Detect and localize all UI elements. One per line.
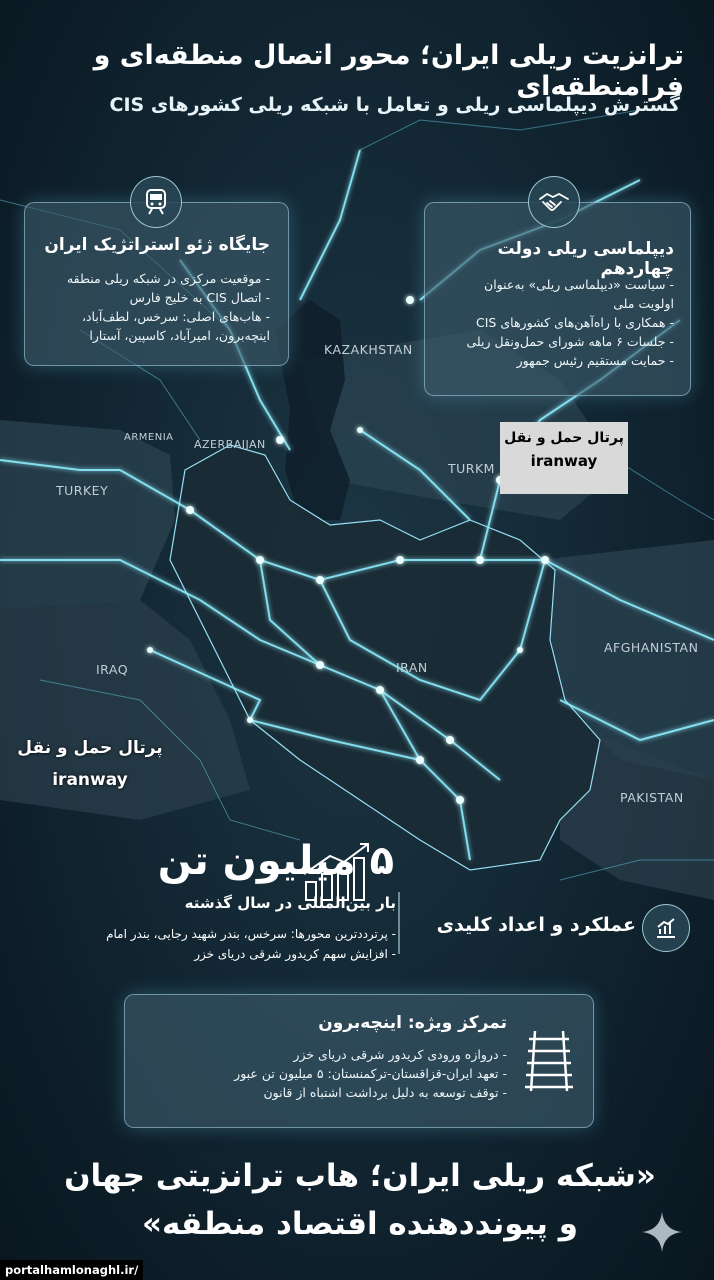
list-item: - دروازه ورودی کریدور شرقی دریای خزر bbox=[293, 1047, 507, 1062]
geo-card-list bbox=[30, 269, 270, 345]
watermark-text bbox=[10, 738, 170, 790]
label-kazakhstan: KAZAKHSTAN bbox=[324, 342, 413, 357]
rail-track-icon bbox=[521, 1029, 577, 1093]
list-item: - تعهد ایران-قزاقستان-ترکمنستان: ۵ میلیون تن عبور bbox=[234, 1066, 507, 1081]
list-item: اینچه‌برون، امیرآباد، کاسپین، آستارا bbox=[89, 328, 270, 343]
closing-quote-line2: و پیونددهنده اقتصاد منطقه» bbox=[141, 1206, 579, 1242]
label-turkey: TURKEY bbox=[56, 483, 109, 498]
label-azerbaijan: AZERBAIJAN bbox=[194, 438, 266, 451]
chart-icon bbox=[642, 904, 690, 952]
land-region bbox=[0, 420, 175, 610]
label-pakistan: PAKISTAN bbox=[620, 790, 684, 805]
watermark-line2: iranway bbox=[530, 452, 598, 470]
section-divider bbox=[398, 892, 400, 954]
watermark-line1: پرتال حمل و نقل bbox=[504, 430, 624, 446]
list-item: - توقف توسعه به دلیل برداشت اشتباه از قانون bbox=[263, 1085, 507, 1100]
list-item: - حمایت مستقیم رئیس جمهور bbox=[516, 353, 674, 368]
list-item: - همکاری با راه‌آهن‌های کشورهای CIS bbox=[476, 315, 674, 330]
incheh-borun-card bbox=[124, 994, 594, 1128]
diplomacy-card-title: دیپلماسی ریلی دولت چهاردهم bbox=[497, 239, 674, 279]
focus-card-list bbox=[137, 1045, 507, 1102]
watermark-box bbox=[500, 422, 628, 494]
list-item: - هاب‌های اصلی: سرخس، لطف‌آباد، bbox=[81, 309, 270, 324]
page-subtitle: گسترش دیپلماسی ریلی و تعامل با شبکه ریلی کشورهای CIS bbox=[109, 94, 680, 116]
stats-list bbox=[16, 924, 396, 964]
label-iraq: IRAQ bbox=[96, 662, 129, 677]
page-title: ترانزیت ریلی ایران؛ محور اتصال منطقه‌ای و فرامنطقه‌ای bbox=[93, 40, 684, 102]
label-armenia: ARMENIA bbox=[124, 432, 174, 443]
handshake-icon bbox=[528, 176, 580, 228]
watermark-line2: iranway bbox=[52, 770, 128, 790]
stats-caption: بار بین‌المللی در سال گذشته bbox=[184, 894, 396, 912]
list-item: - اتصال CIS به خلیج فارس bbox=[129, 290, 270, 305]
list-item: - پرترددترین محورها: سرخس، بندر شهید رجایی، بندر امام bbox=[106, 927, 396, 941]
list-item: - موقعیت مرکزی در شبکه ریلی منطقه bbox=[66, 271, 270, 286]
freight-volume: ۵ میلیون تن bbox=[157, 838, 394, 884]
key-figures-title: عملکرد و اعداد کلیدی bbox=[436, 914, 636, 936]
sparkle-icon bbox=[640, 1210, 684, 1254]
diplomacy-card-list bbox=[430, 275, 674, 370]
focus-card-title: تمرکز ویژه: اینچه‌برون bbox=[318, 1013, 507, 1033]
list-item: اولویت ملی bbox=[613, 296, 674, 311]
closing-quote-line1: «شبکه ریلی ایران؛ هاب ترانزیتی جهان bbox=[64, 1158, 656, 1194]
list-item: - جلسات ۶ ماهه شورای حمل‌ونقل ریلی bbox=[466, 334, 674, 349]
label-turkmenistan: TURKM bbox=[448, 461, 495, 476]
footer-url[interactable]: portalhamlonaghl.ir/ bbox=[0, 1260, 143, 1280]
label-iran: IRAN bbox=[396, 660, 428, 675]
train-icon bbox=[130, 176, 182, 228]
list-item: - سیاست «دیپلماسی ریلی» به‌عنوان bbox=[484, 277, 674, 292]
rail-diplomacy-card bbox=[424, 202, 691, 396]
label-afghanistan: AFGHANISTAN bbox=[604, 640, 699, 655]
list-item: - افزایش سهم کریدور شرقی دریای خزر bbox=[194, 947, 396, 961]
geo-card-title: جایگاه ژئو استراتژیک ایران bbox=[44, 235, 270, 255]
watermark-line1: پرتال حمل و نقل bbox=[17, 738, 163, 758]
